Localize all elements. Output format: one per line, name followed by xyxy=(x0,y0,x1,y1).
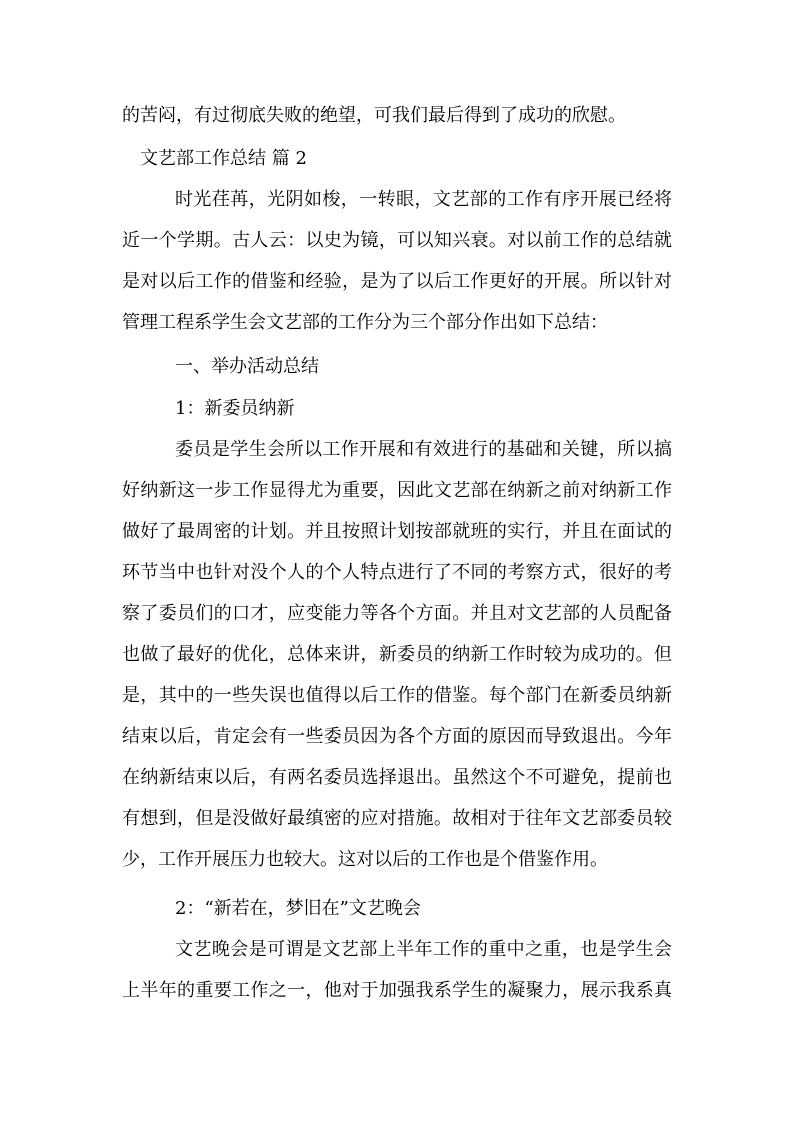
paragraph-continuation-line: 的苦闷，有过彻底失败的绝望，可我们最后得到了成功的欣慰。 xyxy=(122,105,626,126)
paragraph-line: 环节当中也针对没个人的个人特点进行了不同的考察方式，很好的考 xyxy=(122,562,672,583)
subsection-heading: 一、举办活动总结 xyxy=(175,356,319,377)
paragraph-line: 文艺晚会是可谓是文艺部上半年工作的重中之重，也是学生会 xyxy=(175,939,672,960)
paragraph-line: 察了委员们的口才，应变能力等各个方面。并且对文艺部的人员配备 xyxy=(122,603,672,624)
paragraph-line: 是，其中的一些失误也值得以后工作的借鉴。每个部门在新委员纳新 xyxy=(122,685,672,706)
paragraph-line: 少，工作开展压力也较大。这对以后的工作也是个借鉴作用。 xyxy=(122,849,608,870)
paragraph-line: 近一个学期。古人云：以史为镜，可以知兴衰。对以前工作的总结就 xyxy=(122,230,672,251)
paragraph-line: 好纳新这一步工作显得尤为重要，因此文艺部在纳新之前对纳新工作 xyxy=(122,480,672,501)
paragraph-line: 做好了最周密的计划。并且按照计划按部就班的实行，并且在面试的 xyxy=(122,521,672,542)
paragraph-line: 在纳新结束以后，有两名委员选择退出。虽然这个不可避免，提前也 xyxy=(122,767,672,788)
paragraph-line: 是对以后工作的借鉴和经验，是为了以后工作更好的开展。所以针对 xyxy=(122,271,672,292)
paragraph-line: 时光荏苒，光阴如梭，一转眼，文艺部的工作有序开展已经将 xyxy=(175,189,672,210)
paragraph-line: 也做了最好的优化，总体来讲，新委员的纳新工作时较为成功的。但 xyxy=(122,644,672,665)
paragraph-line: 结束以后，肯定会有一些委员因为各个方面的原因而导致退出。今年 xyxy=(122,726,672,747)
subsection-heading: 2：“新若在，梦旧在”文艺晚会 xyxy=(175,898,421,919)
paragraph-line: 上半年的重要工作之一，他对于加强我系学生的凝聚力，展示我系真 xyxy=(122,980,672,1001)
paragraph-line: 委员是学生会所以工作开展和有效进行的基础和关键，所以搞 xyxy=(175,439,672,460)
section-heading: 文艺部工作总结 篇 2 xyxy=(140,148,307,169)
paragraph-line: 管理工程系学生会文艺部的工作分为三个部分作出如下总结： xyxy=(122,312,608,333)
subsection-heading: 1：新委员纳新 xyxy=(175,398,295,419)
paragraph-line: 有想到，但是没做好最缜密的应对措施。故相对于往年文艺部委员较 xyxy=(122,808,672,829)
